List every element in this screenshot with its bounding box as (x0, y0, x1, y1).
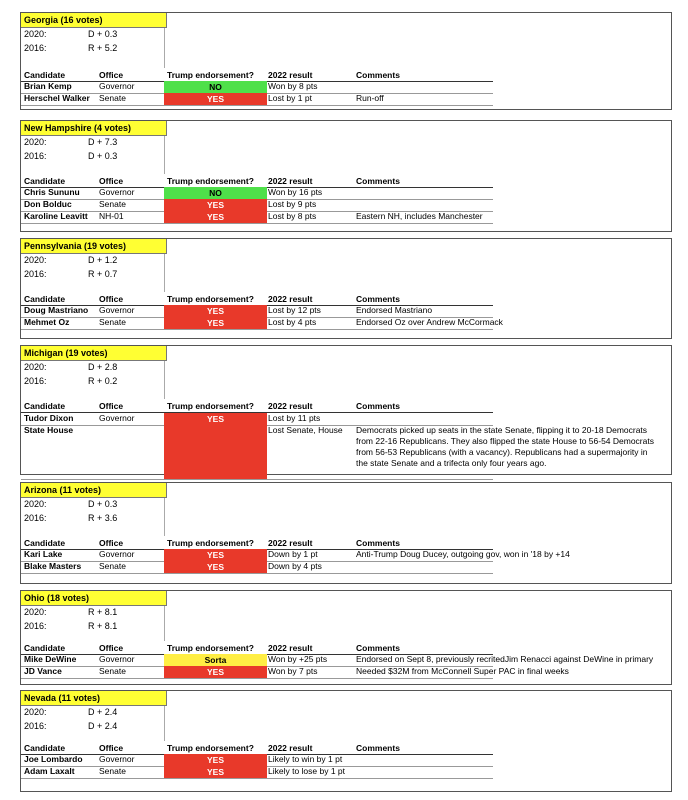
office: Senate (99, 766, 126, 776)
result: Lost by 9 pts (268, 199, 317, 209)
state-title: Georgia (16 votes) (21, 13, 167, 28)
header-office: Office (99, 643, 124, 653)
comment: Endorsed Mastriano (356, 305, 433, 315)
candidate-name: Mike DeWine (24, 654, 77, 664)
row-rule (21, 105, 493, 106)
year-2020-label: 2020: (24, 707, 47, 717)
candidate-name: Herschel Walker (24, 93, 90, 103)
row-rule (21, 678, 493, 679)
margin-2016: R + 3.6 (88, 513, 118, 523)
divider (164, 498, 165, 536)
margin-2016: D + 2.4 (88, 721, 118, 731)
header-comments: Comments (356, 743, 400, 753)
state-title: Pennsylvania (19 votes) (21, 239, 167, 254)
margin-2020: D + 0.3 (88, 29, 118, 39)
office: Governor (99, 413, 135, 423)
year-2020-label: 2020: (24, 499, 47, 509)
result: Lost by 11 pts (268, 413, 321, 423)
endorsement-badge: YES (164, 561, 267, 573)
state-block (20, 120, 672, 232)
comment: Anti-Trump Doug Ducey, outgoing gov, won in '18 by +14 (356, 549, 570, 559)
state-title: Michigan (19 votes) (21, 346, 167, 361)
year-2016-label: 2016: (24, 376, 47, 386)
endorsement-badge: YES (164, 413, 267, 425)
header-result: 2022 result (268, 538, 313, 548)
header-office: Office (99, 70, 124, 80)
endorsement-badge: NO (164, 81, 267, 93)
candidate-name: Chris Sununu (24, 187, 80, 197)
header-office: Office (99, 538, 124, 548)
endorsement-badge: YES (164, 549, 267, 561)
header-candidate: Candidate (24, 176, 66, 186)
year-2020-label: 2020: (24, 607, 47, 617)
result: Lost by 1 pt (268, 93, 312, 103)
state-block (20, 690, 672, 792)
header-candidate: Candidate (24, 538, 66, 548)
year-2016-label: 2016: (24, 513, 47, 523)
endorsement-badge: YES (164, 199, 267, 211)
header-comments: Comments (356, 294, 400, 304)
divider (164, 706, 165, 741)
year-2016-label: 2016: (24, 151, 47, 161)
divider (164, 28, 165, 68)
header-endorsement: Trump endorsement? (167, 401, 254, 411)
header-candidate: Candidate (24, 294, 66, 304)
result: Won by 8 pts (268, 81, 318, 91)
header-comments: Comments (356, 538, 400, 548)
endorsement-badge: YES (164, 666, 267, 678)
candidate-name: Tudor Dixon (24, 413, 74, 423)
office: Governor (99, 81, 135, 91)
office: Governor (99, 654, 135, 664)
endorsement-badge: Sorta (164, 654, 267, 666)
header-result: 2022 result (268, 176, 313, 186)
header-endorsement: Trump endorsement? (167, 176, 254, 186)
endorsement-badge: YES (164, 93, 267, 105)
margin-2016: R + 5.2 (88, 43, 118, 53)
result: Won by +25 pts (268, 654, 328, 664)
endorsement-badge: YES (164, 211, 267, 223)
header-result: 2022 result (268, 743, 313, 753)
row-rule (21, 778, 493, 779)
margin-2020: D + 2.4 (88, 707, 118, 717)
office: Senate (99, 666, 126, 676)
year-2020-label: 2020: (24, 29, 47, 39)
candidate-name: JD Vance (24, 666, 62, 676)
margin-2020: D + 0.3 (88, 499, 118, 509)
header-endorsement: Trump endorsement? (167, 643, 254, 653)
margin-2020: R + 8.1 (88, 607, 118, 617)
header-candidate: Candidate (24, 401, 66, 411)
endorsement-badge: YES (164, 317, 267, 329)
candidate-name: Mehmet Oz (24, 317, 70, 327)
header-result: 2022 result (268, 70, 313, 80)
candidate-name: Doug Mastriano (24, 305, 89, 315)
year-2020-label: 2020: (24, 255, 47, 265)
state-title: Ohio (18 votes) (21, 591, 167, 606)
margin-2020: D + 1.2 (88, 255, 118, 265)
comment: Endorsed on Sept 8, previously recritedJim Renacci against DeWine in primary (356, 654, 654, 664)
year-2016-label: 2016: (24, 621, 47, 631)
candidate-name: Karoline Leavitt (24, 211, 88, 221)
margin-2016: R + 8.1 (88, 621, 118, 631)
endorsement-badge: YES (164, 754, 267, 766)
header-endorsement: Trump endorsement? (167, 294, 254, 304)
comment: Democrats picked up seats in the state Senate, flipping it to 20-18 Democrats from 22-16 Republicans. They also flipped the state House to 56-54 Democrats from 56-53 Republicans (with a vacancy). Republicans had a supermajority in the state Senate and a trifecta only four years ago. (356, 425, 654, 468)
state-block (20, 12, 672, 110)
divider (164, 136, 165, 174)
office: Senate (99, 199, 126, 209)
margin-2016: R + 0.7 (88, 269, 118, 279)
state-block (20, 590, 672, 685)
state-block (20, 482, 672, 584)
result: Down by 4 pts (268, 561, 322, 571)
header-office: Office (99, 401, 124, 411)
candidate-name: Blake Masters (24, 561, 82, 571)
result: Won by 16 pts (268, 187, 323, 197)
header-office: Office (99, 176, 124, 186)
margin-2020: D + 2.8 (88, 362, 118, 372)
result: Lost by 8 pts (268, 211, 317, 221)
header-candidate: Candidate (24, 743, 66, 753)
endorsement-badge (164, 425, 267, 479)
year-2020-label: 2020: (24, 137, 47, 147)
office: Governor (99, 305, 135, 315)
result: Likely to win by 1 pt (268, 754, 343, 764)
office: Governor (99, 754, 135, 764)
header-comments: Comments (356, 643, 400, 653)
margin-2020: D + 7.3 (88, 137, 118, 147)
year-2016-label: 2016: (24, 721, 47, 731)
office: NH-01 (99, 211, 124, 221)
result: Lost by 4 pts (268, 317, 317, 327)
state-title: Nevada (11 votes) (21, 691, 167, 706)
row-rule (21, 479, 493, 480)
endorsement-badge: YES (164, 766, 267, 778)
header-endorsement: Trump endorsement? (167, 538, 254, 548)
result: Lost by 12 pts (268, 305, 321, 315)
divider (164, 361, 165, 399)
row-rule (21, 573, 493, 574)
comment: Needed $32M from McConnell Super PAC in final weeks (356, 666, 569, 676)
candidate-name: Brian Kemp (24, 81, 72, 91)
candidate-name: Don Bolduc (24, 199, 72, 209)
divider (164, 606, 165, 641)
state-title: New Hampshire (4 votes) (21, 121, 167, 136)
header-office: Office (99, 294, 124, 304)
year-2016-label: 2016: (24, 43, 47, 53)
candidate-name: State House (24, 425, 74, 435)
header-result: 2022 result (268, 401, 313, 411)
candidate-name: Joe Lombardo (24, 754, 83, 764)
office: Governor (99, 549, 135, 559)
office: Senate (99, 317, 126, 327)
header-result: 2022 result (268, 643, 313, 653)
office: Governor (99, 187, 135, 197)
state-block (20, 345, 672, 475)
state-block (20, 238, 672, 339)
result: Won by 7 pts (268, 666, 318, 676)
header-comments: Comments (356, 176, 400, 186)
row-rule (21, 223, 493, 224)
comment: Eastern NH, includes Manchester (356, 211, 483, 221)
comment: Run-off (356, 93, 384, 103)
state-title: Arizona (11 votes) (21, 483, 167, 498)
year-2016-label: 2016: (24, 269, 47, 279)
header-comments: Comments (356, 401, 400, 411)
header-office: Office (99, 743, 124, 753)
header-candidate: Candidate (24, 643, 66, 653)
margin-2016: D + 0.3 (88, 151, 118, 161)
margin-2016: R + 0.2 (88, 376, 118, 386)
result: Likely to lose by 1 pt (268, 766, 346, 776)
endorsement-badge: NO (164, 187, 267, 199)
candidate-name: Adam Laxalt (24, 766, 75, 776)
result: Down by 1 pt (268, 549, 318, 559)
result: Lost Senate, House (268, 425, 343, 435)
office: Senate (99, 93, 126, 103)
header-candidate: Candidate (24, 70, 66, 80)
office: Senate (99, 561, 126, 571)
header-endorsement: Trump endorsement? (167, 743, 254, 753)
endorsement-badge: YES (164, 305, 267, 317)
header-result: 2022 result (268, 294, 313, 304)
candidate-name: Kari Lake (24, 549, 63, 559)
comment: Endorsed Oz over Andrew McCormack (356, 317, 503, 327)
header-comments: Comments (356, 70, 400, 80)
divider (164, 254, 165, 292)
header-endorsement: Trump endorsement? (167, 70, 254, 80)
row-rule (21, 329, 493, 330)
year-2020-label: 2020: (24, 362, 47, 372)
